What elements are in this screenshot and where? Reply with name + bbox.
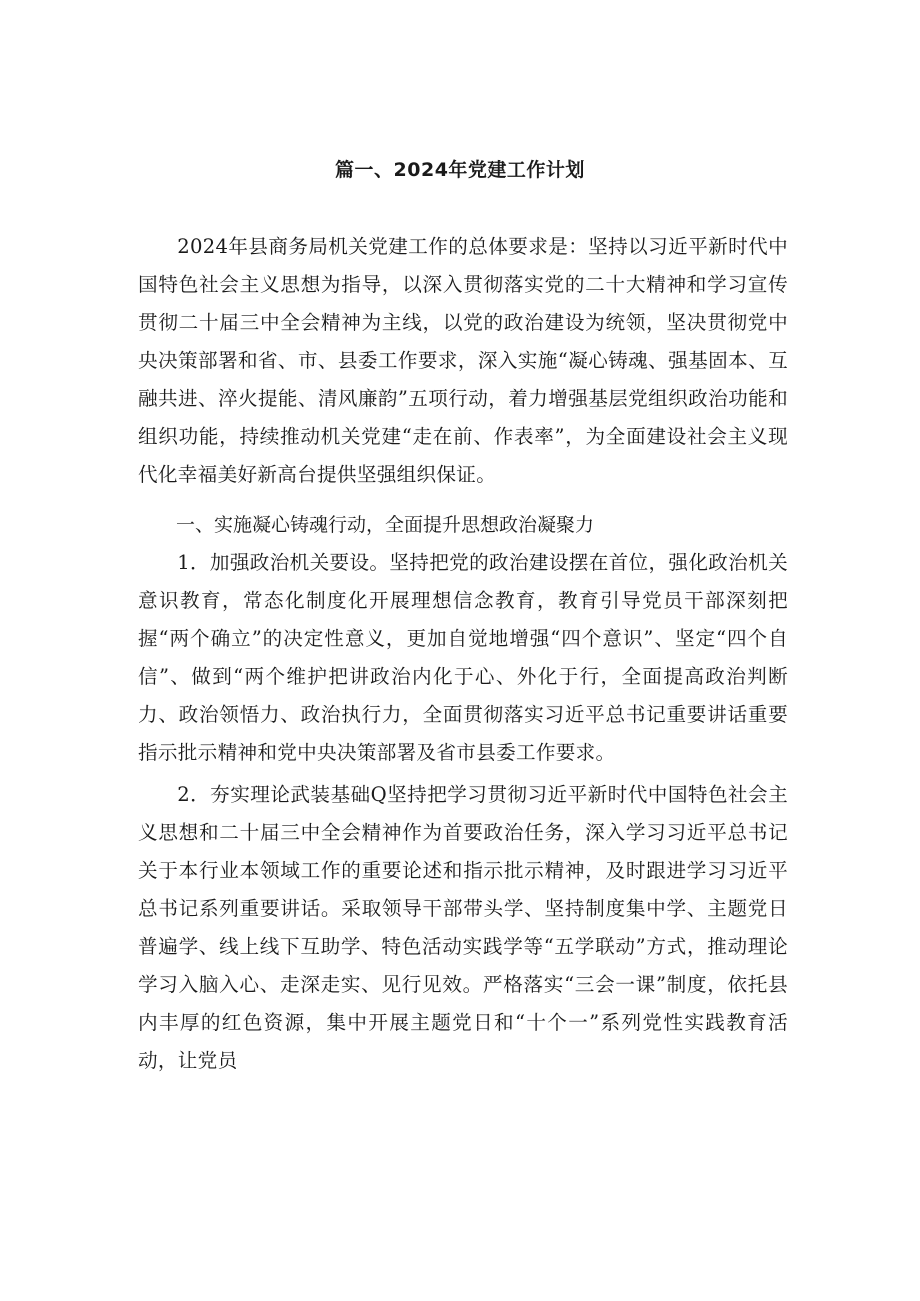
item-paragraph-1: 1．加强政治机关要设。坚持把党的政治建设摆在首位，强化政治机关意识教育，常态化制度化开展理想信念教育，教育引导党员干部深刻把握“两个确立”的决定性意义，更加自觉地增强“四个意识”、坚定“四个自信”、做到“两个维护把讲政治内化于心、外化于行，全面提高政治判断力、政治领悟力、政治执行力，全面贯彻落实习近平总书记重要讲话重要指示批示精神和党中央决策部署及省市县委工作要求。 bbox=[138, 551, 788, 764]
spacer bbox=[138, 494, 788, 498]
document-title: 篇一、2024年党建工作计划 bbox=[335, 159, 585, 181]
intro-paragraph: 2024年县商务局机关党建工作的总体要求是：坚持以习近平新时代中国特色社会主义思想为指导，以深入贯彻落实党的二十大精神和学习宣传贯彻二十届三中全会精神为主线，以党的政治建设为统领，坚决贯彻党中央决策部署和省、市、县委工作要求，深入实施“凝心铸魂、强基固本、互融共进、淬火提能、清风廉韵”五项行动，着力增强基层党组织政治功能和组织功能，持续推动机关党建“走在前、作表率”，为全面建设社会主义现代化幸福美好新高台提供坚强组织保证。 bbox=[138, 235, 788, 486]
document-body bbox=[138, 228, 788, 1080]
item-paragraph-2: 2．夯实理论武装基础Q坚持把学习贯彻习近平新时代中国特色社会主义思想和二十届三中全会精神作为首要政治任务，深入学习习近平总书记关于本行业本领域工作的重要论述和指示批示精神，及时跟进学习习近平总书记系列重要讲话。采取领导干部带头学、坚持制度集中学、主题党日普遍学、线上线下互助学、特色活动实践学等“五学联动”方式，推动理论学习入脑入心、走深走实、见行见效。严格落实“三会一课”制度，依托县内丰厚的红色资源，集中开展主题党日和“十个一”系列党性实践教育活动，让党员 bbox=[138, 783, 788, 1072]
section-heading: 一、实施凝心铸魂行动，全面提升思想政治凝聚力 bbox=[176, 514, 595, 536]
